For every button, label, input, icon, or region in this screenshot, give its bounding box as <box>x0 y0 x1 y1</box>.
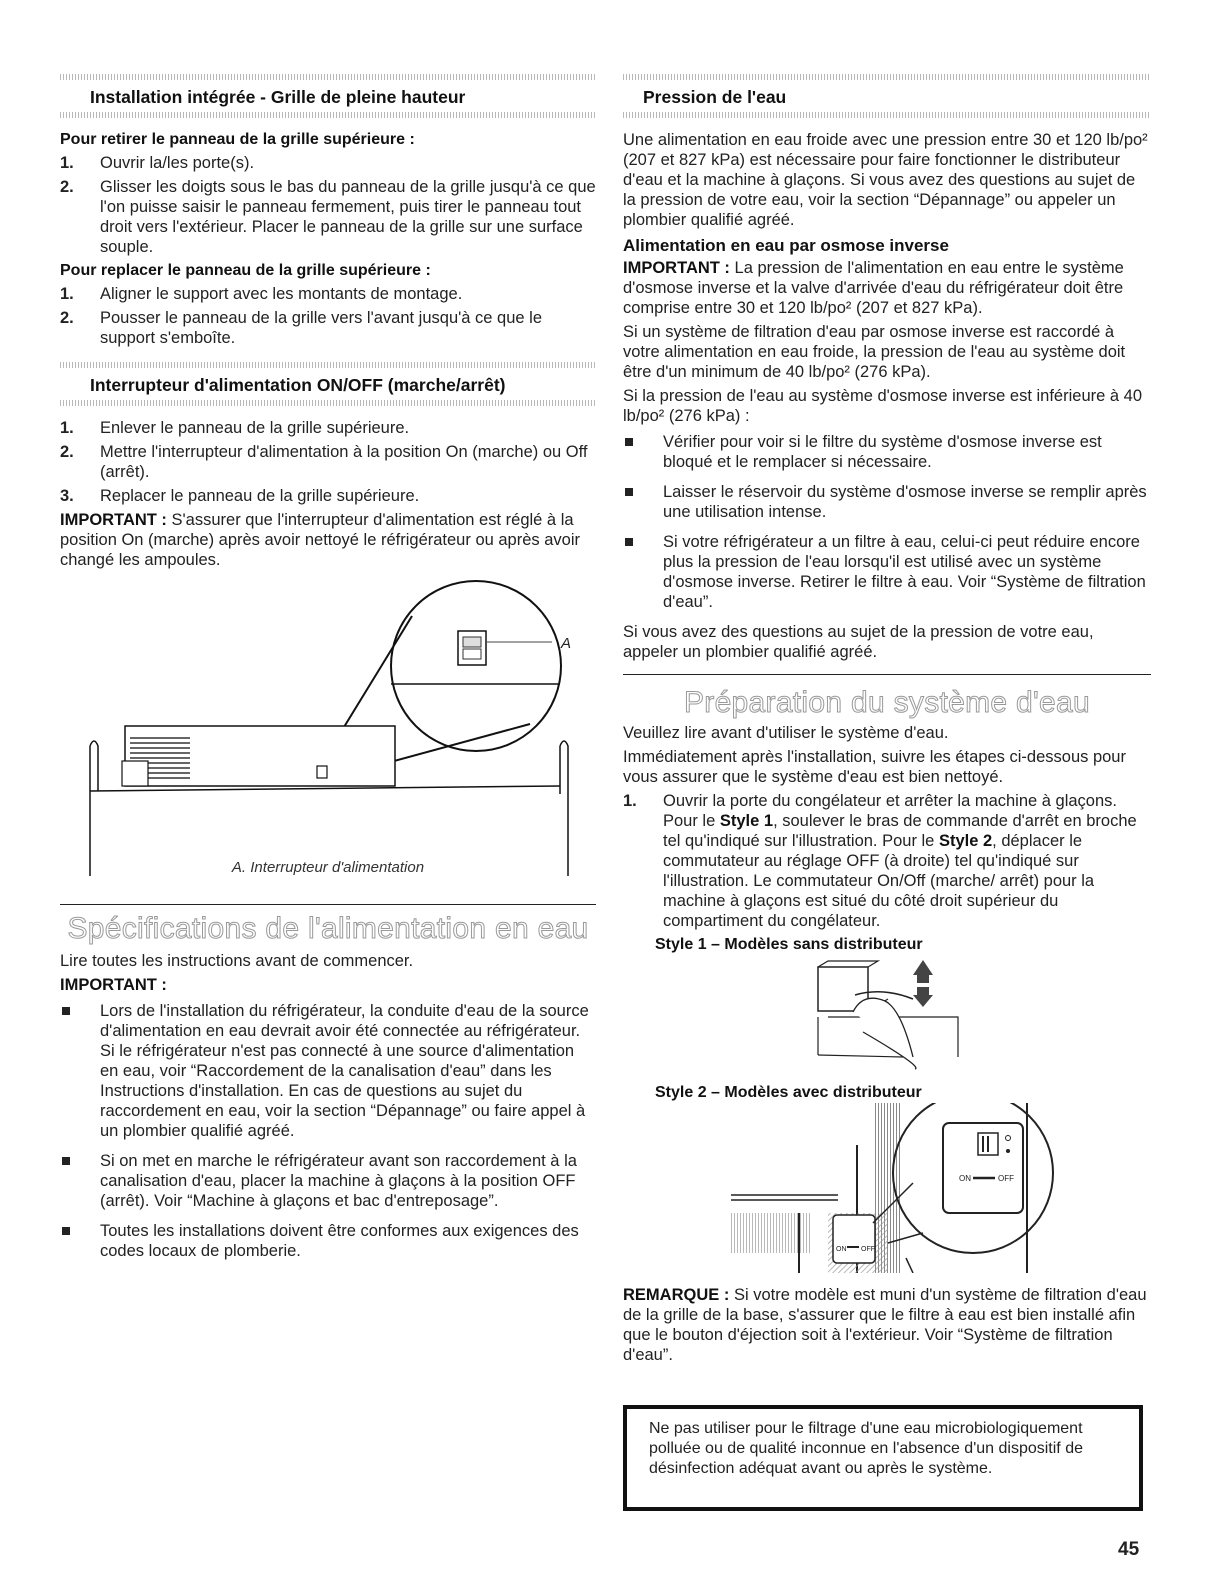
switch-off-label: OFF <box>998 1174 1014 1183</box>
list-item: 1. Aligner le support avec les montants de montage. <box>60 285 463 303</box>
switch-on-label-small: ON <box>836 1246 847 1253</box>
switch-on-label: ON <box>959 1174 971 1183</box>
style2-label: Style 2 – Modèles avec distributeur <box>655 1084 922 1101</box>
ro-paragraph-3: Si la pression de l'eau au système d'osmose inverse est inférieure à 40 lb/po² (276 kPa) : <box>623 387 1142 425</box>
list-item: 2. Glisser les doigts sous le bas du panneau de la grille jusqu'à ce que l'on puisse saisir le panneau fermement, puis tirer le panneau tout droit vers l'extérieur. Placer le panneau de la grille sur une surface souple. <box>60 178 596 256</box>
divider <box>623 674 1151 675</box>
bullet-list-ro <box>623 432 1151 612</box>
important-heading: IMPORTANT : <box>60 976 167 994</box>
style2-illustration <box>623 1103 1151 1273</box>
section-title-water-system: Préparation du système d'eau <box>683 686 1091 719</box>
left-column <box>60 0 596 1271</box>
switch-off-label-small: OFF <box>861 1246 875 1253</box>
remark: REMARQUE : Si votre modèle est muni d'un système de filtration d'eau de la grille de la base, s'assurer que le filtre à eau est bien installé afin que le bouton d'éjection soit à l'extérieur. Voir “Système de filtration d'eau”. <box>623 1286 1147 1364</box>
list-item: 1. Enlever le panneau de la grille supérieure. <box>60 419 410 437</box>
section-title-power-switch: Interrupteur d'alimentation ON/OFF (marche/arrêt) <box>90 375 506 395</box>
list-item: 1. Ouvrir la porte du congélateur et arrêter la machine à glaçons. Pour le Style 1, soulever le bras de commande d'arrêt en broche tel qu'indiqué sur l'illustration. Pour le Style 2, déplacer le commutateur au réglage OFF (à droite) tel qu'indiqué sur l'illustration. Le commutateur On/Off (marche/ arrêt) pour la machine à glaçons est situé du côté droit supérieur du compartiment du congélateur. <box>623 792 1137 930</box>
power-switch-illustration <box>60 576 596 876</box>
section-rule <box>60 112 596 118</box>
steps-power-switch <box>60 418 596 506</box>
subheading-replace-panel: Pour replacer le panneau de la grille supérieure : <box>60 262 431 279</box>
section-title-water-specs: Spécifications de l'alimentation en eau <box>67 912 589 945</box>
section-title-water-pressure: Pression de l'eau <box>643 87 787 107</box>
label-a: A <box>561 635 572 652</box>
intro-text: Lire toutes les instructions avant de commencer. <box>60 952 414 970</box>
list-item: Laisser le réservoir du système d'osmose inverse se remplir après une utilisation intense. <box>623 482 1151 522</box>
steps-remove-panel <box>60 153 596 257</box>
list-item: Vérifier pour voir si le filtre du système d'osmose inverse est bloqué et le remplacer si nécessaire. <box>623 432 1151 472</box>
subheading-reverse-osmosis: Alimentation en eau par osmose inverse <box>623 236 949 255</box>
list-item: 3. Replacer le panneau de la grille supérieure. <box>60 487 420 505</box>
list-item: Si votre réfrigérateur a un filtre à eau, celui-ci peut réduire encore plus la pression de l'eau lorsqu'il est utilisé avec un système d'osmose inverse. Retirer le filtre à eau. Voir “Système de filtration d'eau”. <box>623 532 1151 612</box>
list-item: 2. Pousser le panneau de la grille vers l'avant jusqu'à ce que le support s'emboîte. <box>60 309 542 347</box>
warning-box <box>623 1405 1143 1511</box>
ro-paragraph-2: Si un système de filtration d'eau par osmose inverse est raccordé à votre alimentation en eau froide, la pression de l'eau au système doit être d'un minimum de 40 lb/po² (276 kPa). <box>623 323 1126 381</box>
page-number: 45 <box>1118 1539 1140 1560</box>
water-system-para-2: Immédiatement après l'installation, suivre les étapes ci-dessous pour vous assurer que le système d'eau est bien nettoyé. <box>623 748 1126 786</box>
ro-important: IMPORTANT : La pression de l'alimentation en eau entre le système d'osmose inverse et la valve d'arrivée d'eau du réfrigérateur doit être comprise entre 30 et 120 lb/po² (207 et 827 kPa). <box>623 259 1124 317</box>
water-system-para-1: Veuillez lire avant d'utiliser le système d'eau. <box>623 724 949 742</box>
important-note-power: IMPORTANT : S'assurer que l'interrupteur d'alimentation est réglé à la position On (marche) après avoir nettoyé le réfrigérateur ou après avoir changé les ampoules. <box>60 511 580 569</box>
list-item: Toutes les installations doivent être conformes aux exigences des codes locaux de plomberie. <box>60 1221 596 1261</box>
warning-text: Ne pas utiliser pour le filtrage d'une eau microbiologiquement polluée ou de qualité inconnue en l'absence d'un dispositif de désinfection adéquat avant ou après le système. <box>649 1420 1083 1477</box>
divider <box>60 904 596 905</box>
style1-illustration <box>623 957 1151 1077</box>
section-title-installation: Installation intégrée - Grille de pleine hauteur <box>90 87 466 107</box>
figure-caption: A. Interrupteur d'alimentation <box>231 859 425 876</box>
list-item: 2. Mettre l'interrupteur d'alimentation à la position On (marche) ou Off (arrêt). <box>60 443 588 481</box>
list-item: 1. Ouvrir la/les porte(s). <box>60 154 255 172</box>
steps-water-system <box>623 791 1151 931</box>
style1-label: Style 1 – Modèles sans distributeur <box>655 936 923 953</box>
pressure-paragraph: Une alimentation en eau froide avec une pression entre 30 et 120 lb/po² (207 et 827 kPa) est nécessaire pour faire fonctionner le distributeur d'eau et la machine à glaçons. Si vous avez des questions au sujet de la pression de votre eau, voir la section “Dépannage” ou appeler un plombier qualifié agréé. <box>623 131 1148 229</box>
list-item: Si on met en marche le réfrigérateur avant son raccordement à la canalisation d'eau, placer la machine à glaçons à la position OFF (arrêt). Voir “Machine à glaçons et bac d'entreposage”. <box>60 1151 596 1211</box>
right-column <box>623 0 1151 1369</box>
bullet-list-specs <box>60 1001 596 1261</box>
list-item: Lors de l'installation du réfrigérateur, la conduite d'eau de la source d'alimentation en eau devrait avoir été connectée au réfrigérateur. Si le réfrigérateur n'est pas connecté à une source d'alimentation en eau, voir “Raccordement de la canalisation d'eau” dans les Instructions d'installation. En cas de questions au sujet du raccordement en eau, voir la section “Dépannage” ou faire appel à un plombier qualifié agréé. <box>60 1001 596 1141</box>
ro-paragraph-4: Si vous avez des questions au sujet de la pression de votre eau, appeler un plombier qualifié agréé. <box>623 623 1094 661</box>
subheading-remove-panel: Pour retirer le panneau de la grille supérieure : <box>60 131 415 148</box>
section-rule <box>623 112 1151 118</box>
steps-replace-panel <box>60 284 596 348</box>
